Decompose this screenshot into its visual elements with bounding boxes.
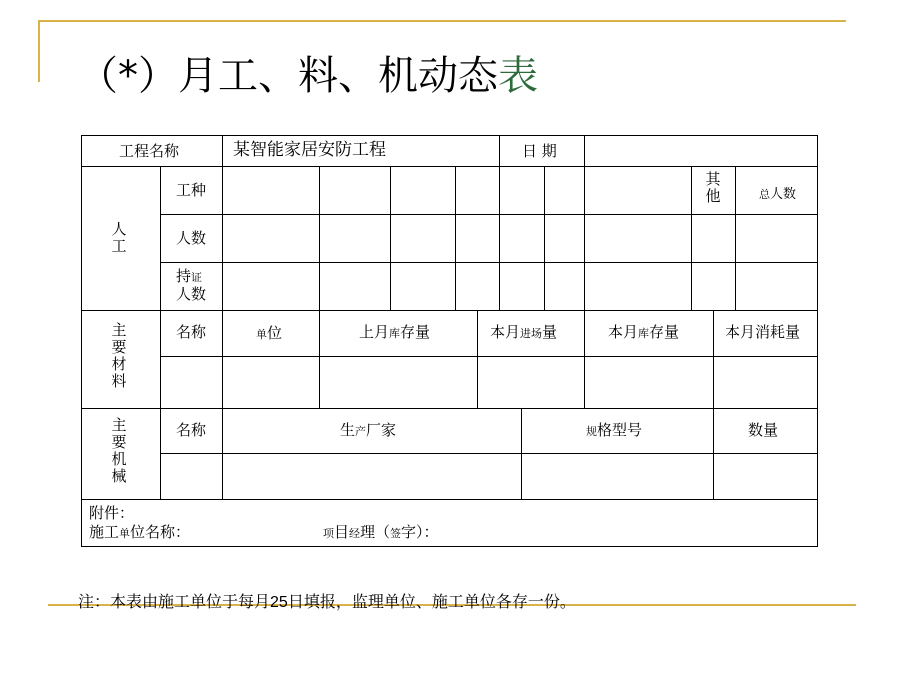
machines-section-label: 主要机械 [111, 416, 127, 485]
page-title [78, 48, 538, 104]
unit-post: 位名称： [130, 523, 191, 541]
title-accent-char: 表 [498, 53, 538, 99]
stock-small: 库 [638, 327, 650, 340]
labor-section-label: 人工 [111, 220, 127, 255]
last-month-small: 库 [389, 327, 401, 340]
received-pre: 本月 [490, 323, 521, 341]
decor-top-line [38, 20, 846, 22]
unit-pre: 施工 [89, 523, 120, 541]
title-text: （*）月工、料、机动态 [78, 53, 498, 99]
received-post: 量 [542, 323, 558, 341]
date-label: 日 期 [522, 142, 557, 160]
spec-small: 规 [586, 425, 597, 438]
note-pre: 注：本表由施工单位于每月 [78, 592, 271, 611]
certified-main-text: 持 [176, 267, 192, 285]
materials-unit-header [256, 324, 282, 344]
pm-end: 字）： [401, 523, 439, 541]
materials-last-month-stock-header [359, 323, 430, 343]
maker-pre: 生 [340, 421, 356, 439]
stock-post: 存量 [649, 323, 680, 341]
pm-small-3: 签 [390, 527, 402, 540]
note-post: 日填报，监理单位、施工单位各存一份。 [287, 592, 576, 611]
materials-received-header [490, 323, 557, 343]
materials-current-stock-header [608, 323, 679, 343]
machines-maker-header [340, 421, 396, 441]
labor-certified-label [176, 267, 202, 287]
maker-post: 厂家 [366, 421, 397, 439]
labor-other-label: 其他 [705, 170, 721, 205]
labor-total-label [759, 184, 796, 204]
construction-unit-label [89, 523, 190, 543]
labor-headcount-label: 人数 [176, 229, 207, 247]
unit-small: 单 [119, 527, 131, 540]
dynamic-status-form [81, 135, 818, 547]
spec-rest: 格型号 [597, 421, 643, 439]
labor-certified-count-label: 人数 [176, 285, 207, 303]
materials-section-label: 主要材料 [111, 321, 127, 390]
total-text: 人数 [770, 187, 797, 202]
pm-post: 理（ [360, 523, 391, 541]
machines-name-header: 名称 [176, 421, 207, 439]
machines-spec-header [586, 421, 642, 441]
unit-small-text: 单 [256, 328, 267, 341]
last-month-post: 存量 [400, 323, 431, 341]
footnote [78, 590, 576, 615]
maker-small: 产 [355, 425, 367, 438]
certified-small-text: 证 [191, 271, 203, 284]
decor-vertical-line [38, 20, 40, 82]
pm-small-1: 项 [323, 527, 334, 540]
project-name-label: 工程名称 [119, 142, 180, 160]
materials-name-header: 名称 [176, 323, 207, 341]
attachment-label: 附件： [89, 504, 135, 522]
pm-mid: 目 [334, 523, 350, 541]
note-day: 25 [270, 594, 288, 611]
labor-trade-label: 工种 [176, 181, 207, 199]
last-month-pre: 上月 [359, 323, 390, 341]
stock-pre: 本月 [608, 323, 639, 341]
project-manager-label [323, 523, 439, 543]
total-small-text: 总 [759, 188, 770, 201]
pm-small-2: 经 [349, 527, 361, 540]
materials-consumption-header: 本月消耗量 [725, 323, 801, 341]
received-small: 进场 [520, 327, 543, 340]
project-name-value: 某智能家居安防工程 [233, 140, 386, 160]
unit-text: 位 [267, 324, 283, 342]
machines-quantity-header: 数量 [748, 421, 779, 439]
